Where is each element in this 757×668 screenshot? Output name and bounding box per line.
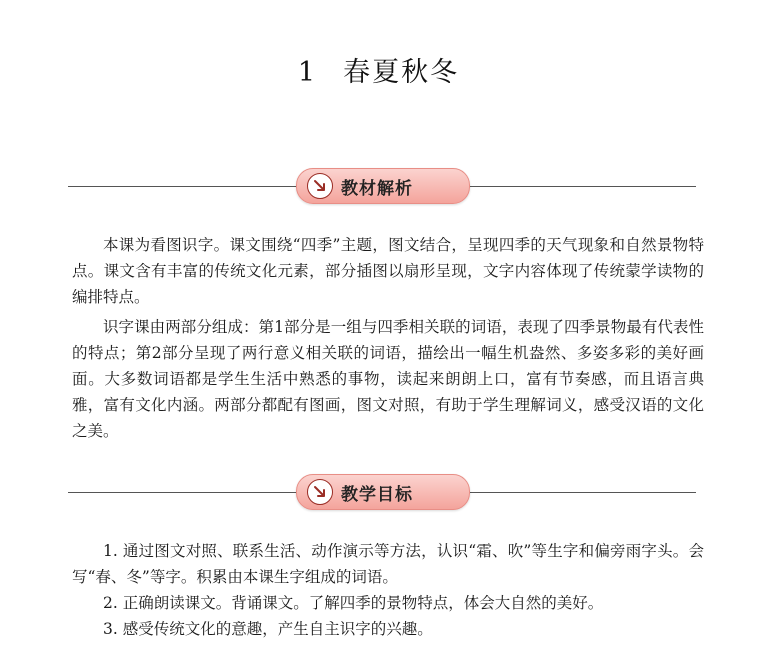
arrow-down-right-icon bbox=[307, 479, 333, 505]
objective-item-1: 1. 通过图文对照、联系生活、动作演示等方法，认识“霜、吹”等生字和偏旁雨字头。会写“春、冬”等字。积累由本课生字组成的词语。 bbox=[72, 542, 704, 586]
lesson-title-text: 春夏秋冬 bbox=[343, 57, 460, 88]
section-badge bbox=[296, 474, 470, 510]
objective-item-2: 2. 正确朗读课文。背诵课文。了解四季的景物特点，体会大自然的美好。 bbox=[103, 594, 604, 612]
section-heading: 教学目标 bbox=[341, 484, 413, 505]
lesson-number: 1 bbox=[297, 57, 318, 88]
section-header-analysis bbox=[68, 168, 696, 204]
objectives-list bbox=[72, 538, 704, 642]
section-badge bbox=[296, 168, 470, 204]
arrow-down-right-icon bbox=[307, 173, 333, 199]
section-header-objectives bbox=[68, 474, 696, 510]
analysis-paragraph-2: 识字课由两部分组成：第1部分是一组与四季相关联的词语，表现了四季景物最有代表性的特点；第2部分呈现了两行意义相关联的词语，描绘出一幅生机盎然、多姿多彩的美好画面。大多数词语都是学生生活中熟悉的事物，读起来朗朗上口，富有节奏感，而且语言典雅，富有文化内涵。两部分都配有图画，图文对照，有助于学生理解词义，感受汉语的文化之美。 bbox=[72, 318, 704, 440]
lesson-title bbox=[0, 50, 757, 89]
analysis-paragraph-1: 本课为看图识字。课文围绕“四季”主题，图文结合，呈现四季的天气现象和自然景物特点。课文含有丰富的传统文化元素，部分插图以扇形呈现，文字内容体现了传统蒙学读物的编排特点。 bbox=[72, 236, 704, 306]
section-heading: 教材解析 bbox=[341, 178, 413, 199]
objective-item-3: 3. 感受传统文化的意趣，产生自主识字的兴趣。 bbox=[103, 620, 433, 638]
